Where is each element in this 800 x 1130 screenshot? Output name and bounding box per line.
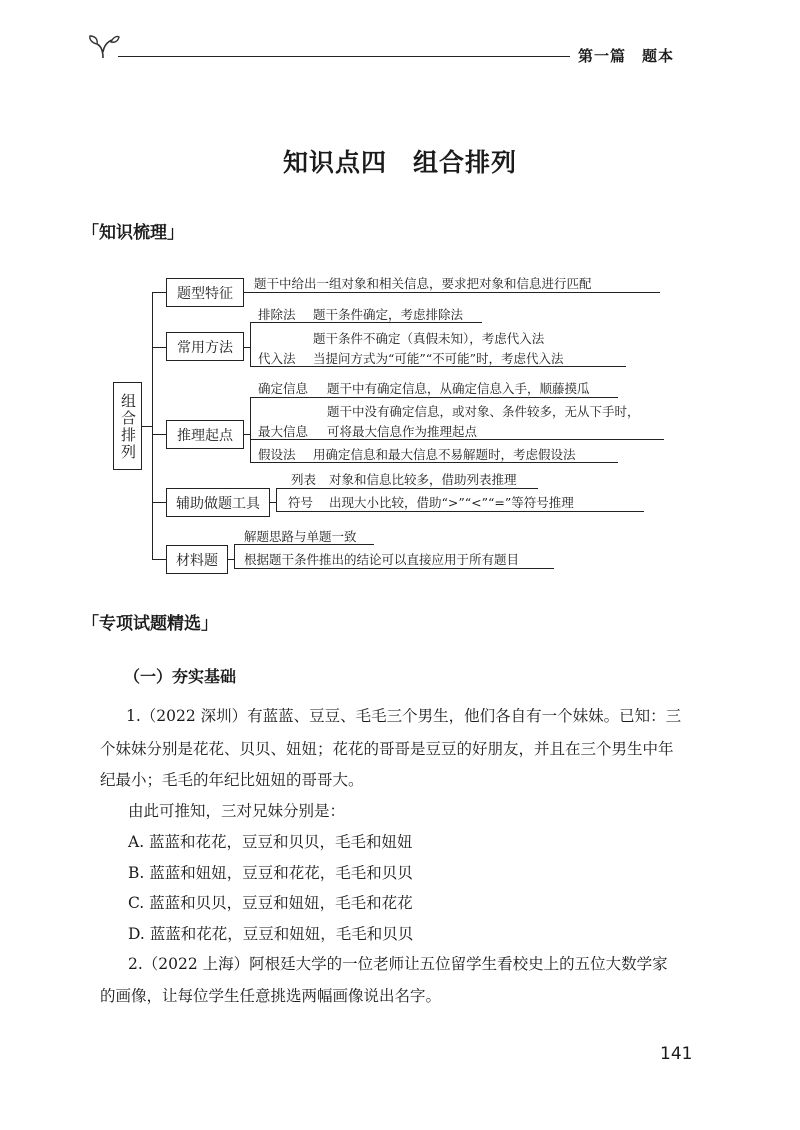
b5-split [234, 544, 235, 568]
b2-m2-label: 代入法 [258, 351, 296, 366]
b1-text: 题干中给出一组对象和相关信息，要求把对象和信息进行匹配 [254, 276, 592, 291]
q1-stem: 由此可推知，三对兄妹分别是： [128, 802, 346, 820]
header-rule [118, 56, 570, 57]
q1-option-d: D. 蓝蓝和花花，豆豆和妞妞，毛毛和贝贝 [128, 925, 414, 943]
stub-b2 [152, 347, 166, 348]
page-number: 141 [660, 1044, 693, 1064]
b2-m2-line2: 当提问方式为“可能”“不可能”时，考虑代入法 [313, 351, 564, 366]
stub-b5 [152, 559, 166, 560]
section-heading-knowledge: 「知识梳理」 [82, 223, 184, 243]
q1-option-c: C. 蓝蓝和贝贝，豆豆和妞妞，毛毛和花花 [128, 894, 413, 912]
section-heading-practice: 「专项试题精选」 [82, 614, 218, 634]
b4-m2-label: 符号 [288, 495, 314, 510]
b4-m2-text: 出现大小比较，借助“>”“<”“=”等符号推理 [329, 495, 574, 510]
branch-material [166, 545, 228, 574]
b3-m1-label: 确定信息 [258, 381, 309, 396]
branch-label: 材料题 [176, 552, 218, 569]
page-title: 知识点四 组合排列 [282, 148, 517, 177]
b1-link [244, 292, 254, 293]
b4-m1-underline [276, 488, 538, 489]
subsection-heading: （一）夯实基础 [124, 667, 237, 686]
branch-label: 题型特征 [177, 285, 233, 302]
b5-line2: 根据题干条件推出的结论可以直接应用于所有题目 [244, 552, 520, 567]
branch-label: 推理起点 [177, 427, 233, 444]
b2-m1-text: 题干条件确定，考虑排除法 [313, 307, 464, 322]
b3-m3-text: 用确定信息和最大信息不易解题时，考虑假设法 [313, 447, 576, 462]
branch-aux-tools [166, 488, 270, 517]
trunk-v [152, 292, 153, 559]
b3-m3-label: 假设法 [258, 447, 296, 462]
q1-option-b: B. 蓝蓝和妞妞，豆豆和花花，毛毛和贝贝 [128, 864, 413, 882]
b3-m2-underline [250, 439, 664, 440]
b4-m2-underline [276, 511, 644, 512]
q1-option-a: A. 蓝蓝和花花，豆豆和贝贝，毛毛和妞妞 [128, 833, 413, 851]
stub-b4 [152, 502, 166, 503]
b2-m1-label: 排除法 [258, 307, 296, 322]
b3-m3-underline [250, 462, 618, 463]
b3-m1-text: 题干中有确定信息，从确定信息入手，顺藤摸瓜 [327, 381, 590, 396]
root-label: 组合排列 [119, 393, 137, 461]
q1-line2: 个妹妹分别是花花、贝贝、妞妞；花花的哥哥是豆豆的好朋友，并且在三个男生中年 [100, 740, 674, 758]
mindmap-root [113, 382, 142, 470]
branch-label: 辅助做题工具 [176, 495, 260, 512]
b3-split [250, 397, 251, 462]
b2-m2-underline [250, 366, 626, 367]
b5-line1: 解题思路与单题一致 [244, 529, 357, 544]
stub-b1 [152, 292, 166, 293]
b3-m1-underline [250, 397, 618, 398]
chapter-header: 第一篇 题本 [578, 47, 675, 65]
branch-label: 常用方法 [177, 339, 233, 356]
b2-split [250, 322, 251, 366]
q2-line2: 的画像，让每位学生任意挑选两幅画像说出名字。 [100, 987, 442, 1005]
branch-reasoning-start [166, 420, 244, 449]
b4-m1-label: 列表 [291, 472, 317, 487]
b3-m2-line2: 可将最大信息作为推理起点 [327, 424, 478, 439]
trunk-h [142, 426, 152, 427]
b4-m1-text: 对象和信息比较多，借助列表推理 [329, 472, 517, 487]
branch-common-methods [166, 332, 244, 361]
b3-m2-line1: 题干中没有确定信息，或对象、条件较多，无从下手时， [327, 404, 640, 419]
b2-m2-line1: 题干条件不确定（真假未知），考虑代入法 [313, 331, 545, 346]
q1-line3: 纪最小；毛毛的年纪比妞妞的哥哥大。 [100, 771, 364, 789]
sprout-icon [86, 34, 120, 60]
b1-underline [254, 292, 660, 293]
b3-m2-label: 最大信息 [258, 424, 309, 439]
b5-l1-underline [234, 544, 374, 545]
b4-split [276, 488, 277, 512]
b5-l2-underline [234, 568, 554, 569]
stub-b3 [152, 434, 166, 435]
q1-line1: 1.（2022 深圳）有蓝蓝、豆豆、毛毛三个男生，他们各自有一个妹妹。已知：三 [126, 707, 682, 725]
q2-line1: 2.（2022 上海）阿根廷大学的一位老师让五位留学生看校史上的五位大数学家 [128, 955, 668, 973]
b2-m1-underline [250, 322, 482, 323]
branch-type-features [166, 278, 244, 307]
